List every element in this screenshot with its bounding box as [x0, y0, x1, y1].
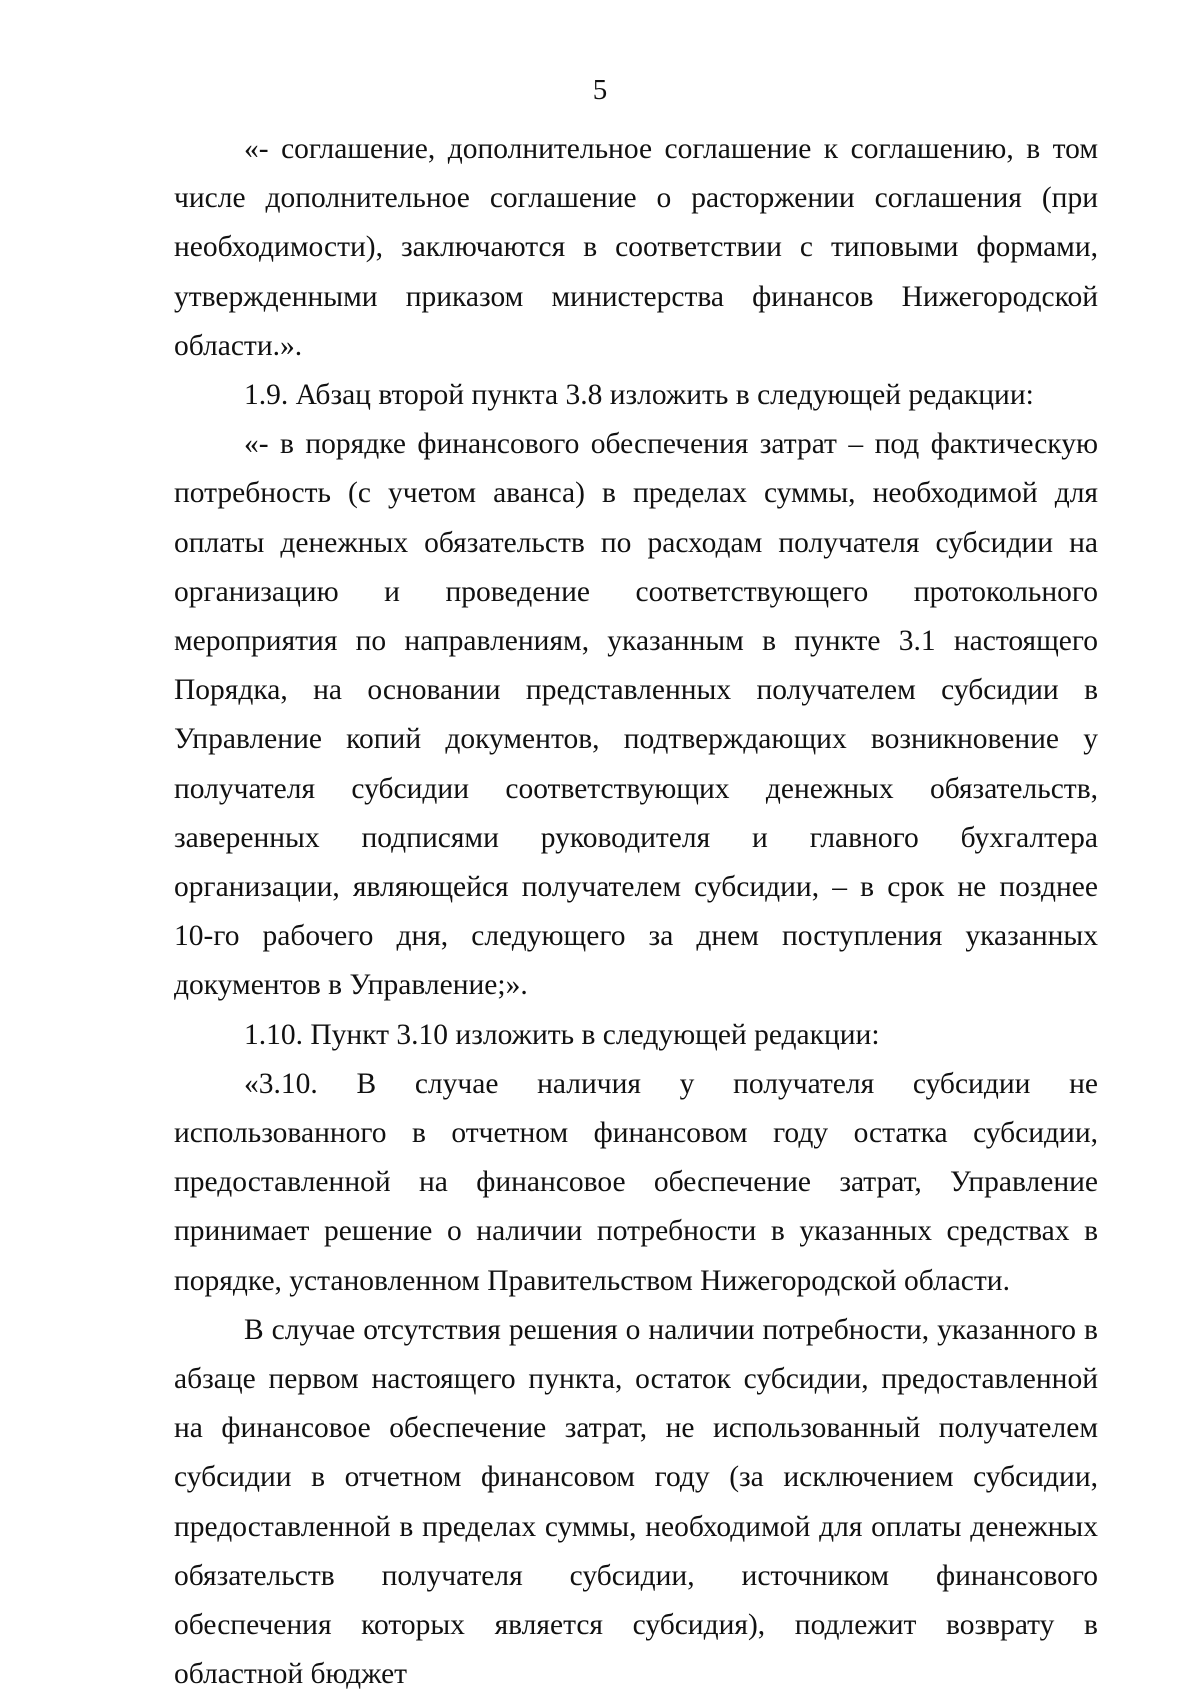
paragraph-item-3-10: «3.10. В случае наличия у получателя субсидии не использованного в отчетном финансовом году остатка субсидии, предоставленной на финансовое обеспечение затрат, Управление принимает решение о наличии потребности в указанных средствах в порядке, установленном Правительством Нижегородской области.: [174, 1067, 1098, 1297]
paragraph-financing-procedure: «- в порядке финансового обеспечения затрат – под фактическую потребность (с учетом аванса) в пределах суммы, необходимой для оплаты денежных обязательств по расходам получателя субсидии на организацию и проведение соответствующего протокольного мероприятия по направлениям, указанным в пункте 3.1 настоящего Порядка, на основании представленных получателем субсидии в Управление копий документов, подтверждающих возникновение у получателя субсидии соответствующих денежных обязательств, заверенных подписями руководителя и главного бухгалтера организации, являющейся получателем субсидии, – в срок не позднее 10-го рабочего дня, следующего за днем поступления указанных документов в Управление;».: [174, 428, 1098, 1002]
paragraph-item-1-9: 1.9. Абзац второй пункта 3.8 изложить в следующей редакции:: [244, 379, 1034, 412]
paragraph-item-1-10: 1.10. Пункт 3.10 изложить в следующей редакции:: [244, 1018, 880, 1051]
page-number: 5: [592, 74, 608, 106]
paragraph-subsidy-return: В случае отсутствия решения о наличии потребности, указанного в абзаце первом настоящего пункта, остаток субсидии, предоставленной на финансовое обеспечение затрат, не использованный получателем субсидии в отчетном финансовом году (за исключением субсидии, предоставленной в пределах суммы, необходимой для оплаты денежных обязательств получателя субсидии, источником финансового обеспечения которых является субсидия), подлежит возврату в областной бюджет: [174, 1313, 1098, 1691]
paragraph-agreement-forms: «- соглашение, дополнительное соглашение к соглашению, в том числе дополнительное соглашение о расторжении соглашения (при необходимости), заключаются в соответствии с типовыми формами, утвержденными приказом министерства финансов Нижегородской области.».: [174, 133, 1098, 362]
document-body: [174, 125, 1098, 1700]
